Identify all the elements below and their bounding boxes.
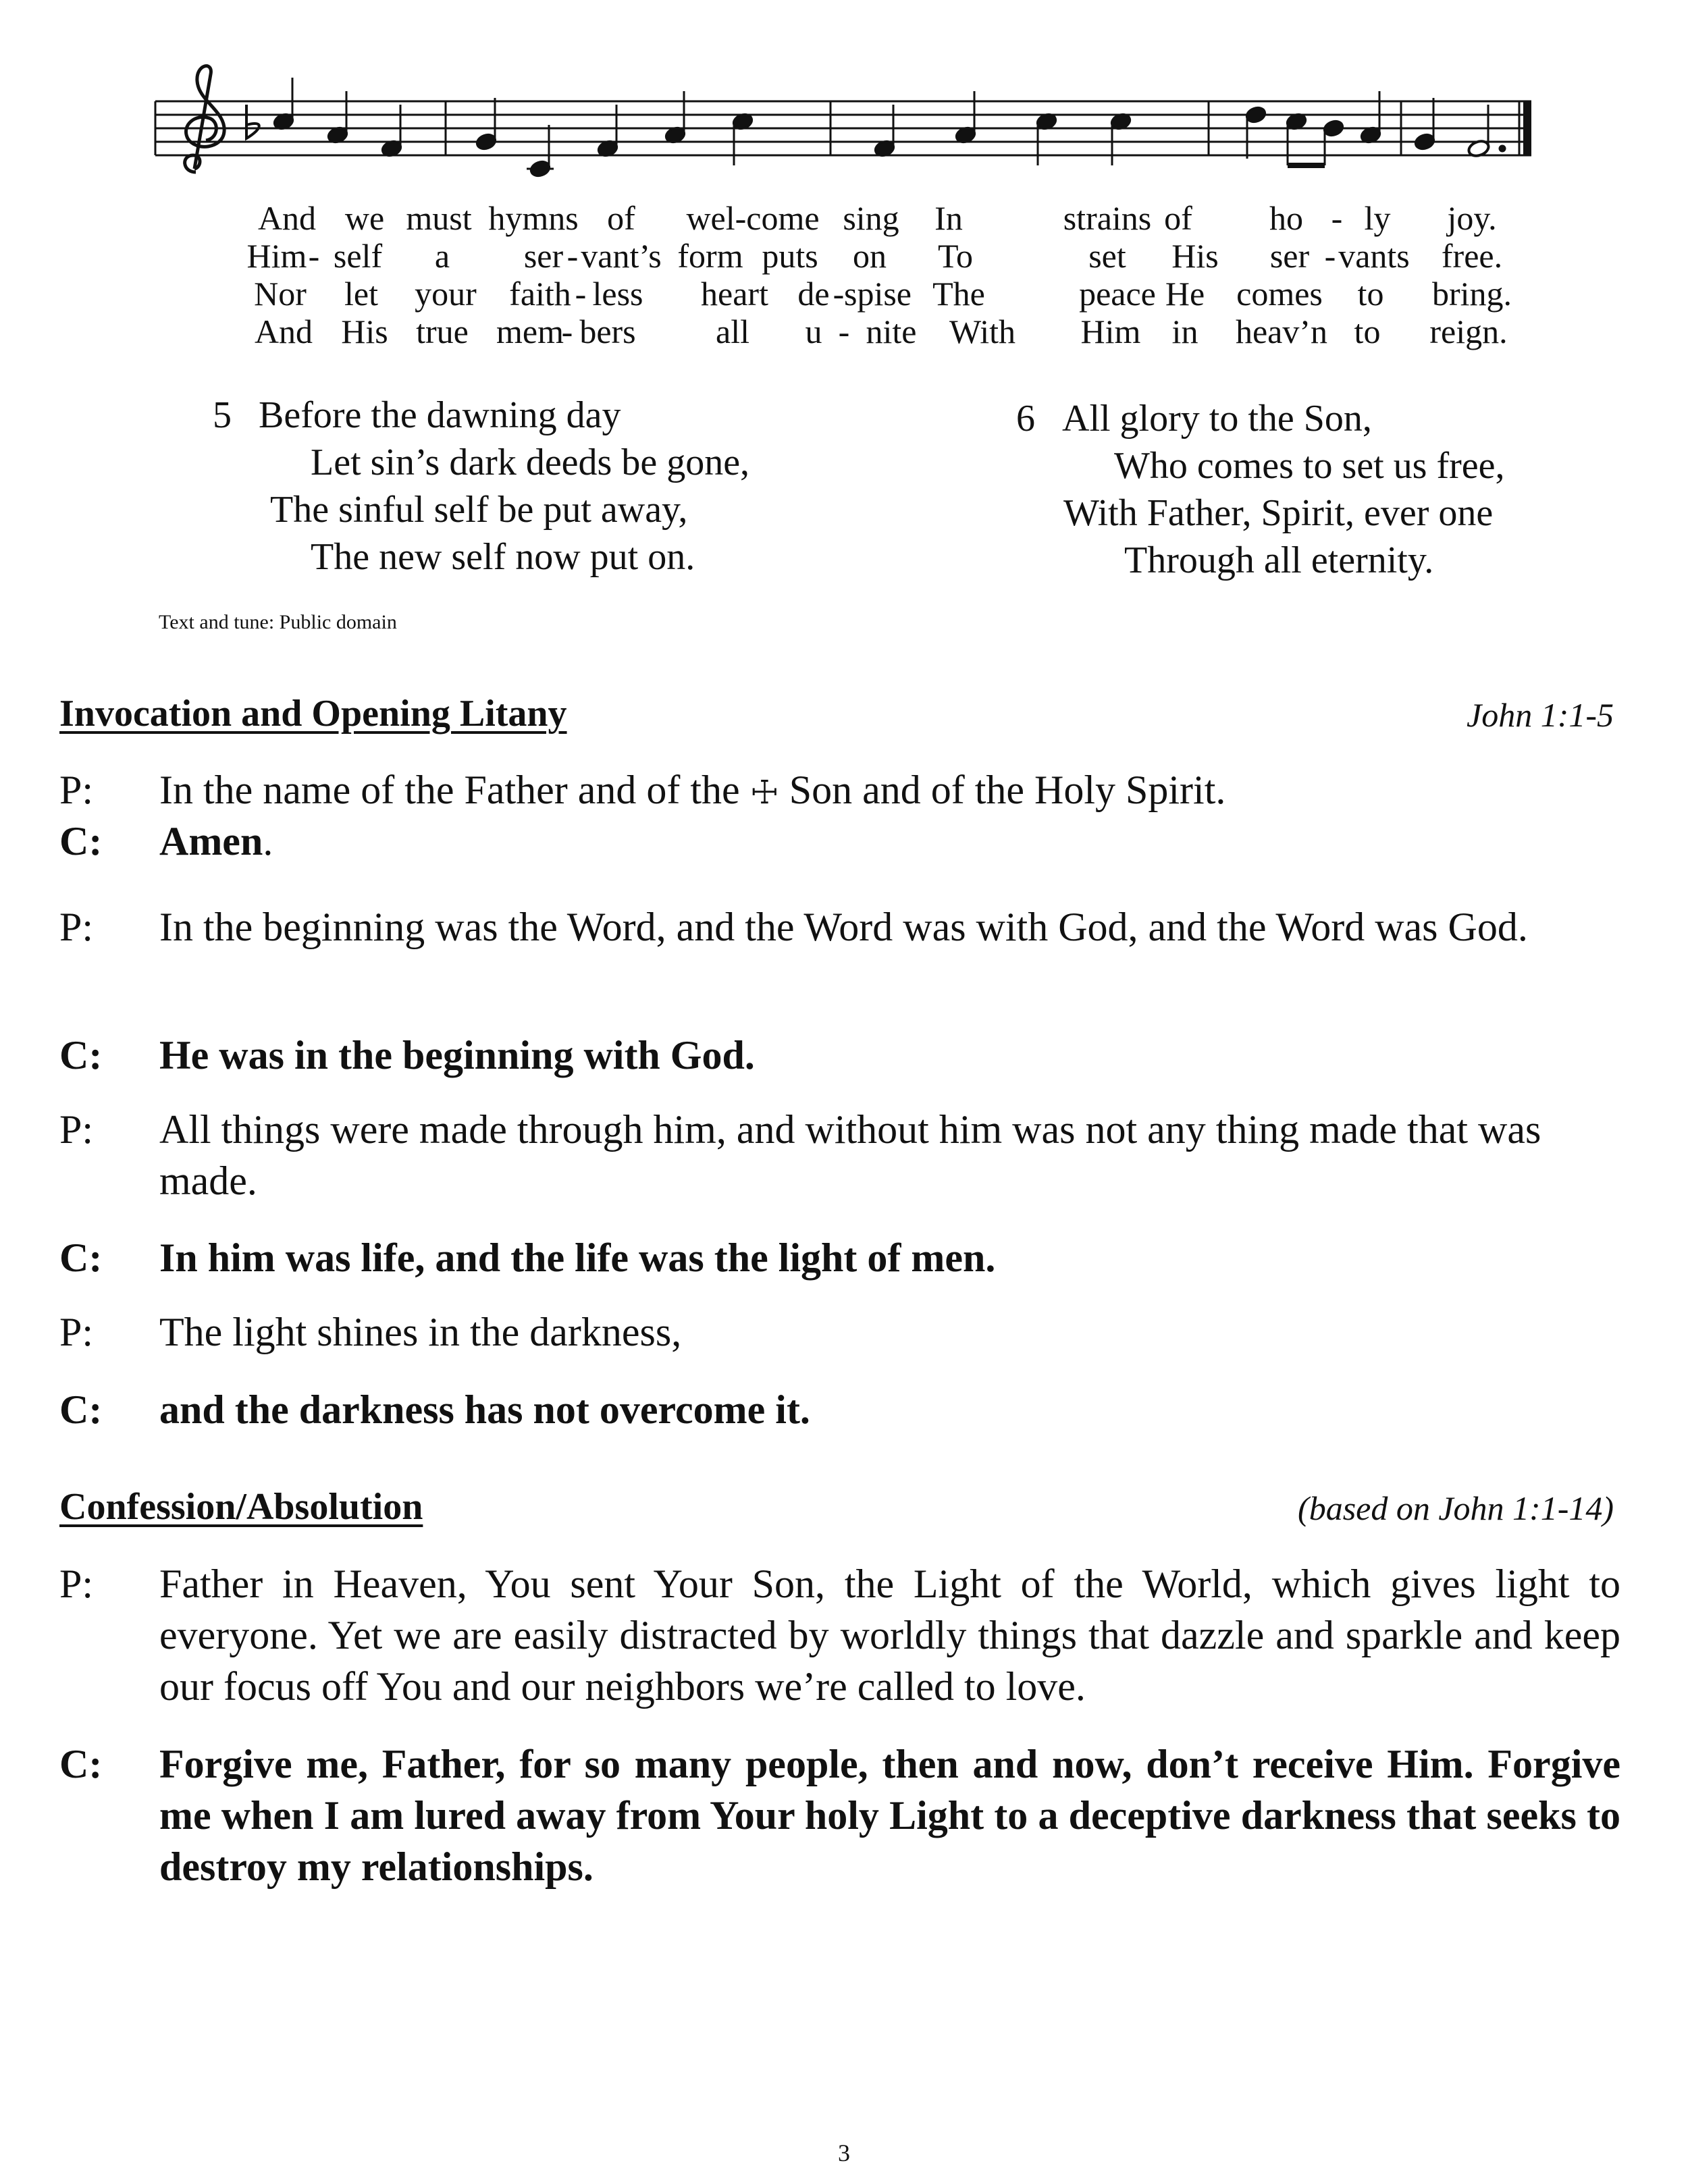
- speaker-label: C:: [59, 1235, 103, 1280]
- lyric-syllable: -: [308, 237, 320, 275]
- scripture-reference: John 1:1-5: [1467, 696, 1614, 734]
- speaker-label: P:: [59, 1107, 94, 1152]
- stanza-line: Let sin’s dark deeds be gone,: [311, 442, 750, 483]
- litany-line: [59, 764, 1620, 818]
- speaker-label: P:: [59, 905, 94, 949]
- stanza-line: 6 All glory to the Son,: [1016, 398, 1372, 440]
- lyric-syllable: In: [934, 199, 963, 237]
- lyric-syllable: on: [853, 237, 887, 275]
- litany-line: [59, 1306, 1620, 1358]
- stanza-5: [213, 392, 749, 581]
- lyric-syllable: hymns: [488, 199, 579, 237]
- litany-text: and the darkness has not overcome it.: [159, 1387, 810, 1432]
- stanza-number: 6: [1016, 398, 1035, 440]
- lyric-syllable: -: [561, 313, 573, 350]
- lyric-syllable: heav’n: [1235, 313, 1328, 350]
- lyric-syllable: ly: [1364, 199, 1391, 237]
- litany-line: [59, 1030, 1620, 1081]
- lyric-syllable: a: [434, 237, 450, 275]
- lyric-syllable: nite: [866, 313, 917, 350]
- lyric-syllable: free.: [1441, 237, 1503, 275]
- lyric-syllable: -: [566, 237, 579, 275]
- lyric-syllable: of: [607, 199, 635, 237]
- lyric-syllable: Nor: [254, 275, 307, 313]
- litany-text: In the beginning was the Word, and the Word was with God, and the Word was God.: [159, 905, 1528, 949]
- lyric-syllable: strains: [1063, 199, 1152, 237]
- litany-text: In the name of the Father and of the ☩ Son and of the Holy Spirit.: [159, 768, 1226, 812]
- lyric-syllable: set: [1088, 237, 1126, 275]
- speaker-label: P:: [59, 1310, 94, 1354]
- lyric-syllable: vants: [1338, 237, 1410, 275]
- lyric-syllable: in: [1171, 313, 1198, 350]
- speaker-label: P:: [59, 1562, 94, 1606]
- lyric-syllable: -: [838, 313, 850, 350]
- lyric-syllable: faith: [509, 275, 571, 313]
- litany-line: [59, 1232, 1620, 1283]
- scripture-reference: (based on John 1:1-14): [1298, 1489, 1614, 1527]
- litany-line: [59, 1104, 1620, 1206]
- stanza-6: [1016, 395, 1504, 584]
- lyric-syllable: ser: [523, 237, 564, 275]
- lyric-syllable: peace: [1079, 275, 1156, 313]
- litany-line: [59, 1384, 1620, 1435]
- lyric-syllable: all: [716, 313, 749, 350]
- stanza-line: The new self now put on.: [311, 536, 695, 578]
- lyric-syllable: He: [1165, 275, 1205, 313]
- lyric-syllable: mem: [496, 313, 564, 350]
- lyric-syllable: -: [1324, 237, 1336, 275]
- lyric-syllable: de: [797, 275, 830, 313]
- music-staff: [149, 54, 1539, 189]
- stanza-number: 5: [213, 394, 232, 436]
- lyric-syllable: -: [1331, 199, 1343, 237]
- hymn-lyrics: [246, 199, 1519, 350]
- lyric-syllable: ser: [1269, 237, 1310, 275]
- flat-sign-icon: [246, 105, 259, 138]
- lyric-syllable: Him: [246, 237, 307, 275]
- lyric-syllable: His: [341, 313, 388, 350]
- lyric-syllable: to: [1354, 313, 1381, 350]
- lyric-syllable: -: [575, 275, 587, 313]
- lyric-syllable: comes: [1236, 275, 1323, 313]
- lyric-syllable: spise: [844, 275, 912, 313]
- litany-text: In him was life, and the life was the light of men.: [159, 1235, 996, 1280]
- page-number: 3: [838, 2139, 850, 2166]
- lyric-syllable: true: [416, 313, 469, 350]
- litany-line: [59, 901, 1620, 953]
- lyric-line: [250, 275, 1519, 313]
- lyric-syllable: self: [333, 237, 383, 275]
- litany-text: The light shines in the darkness,: [159, 1310, 682, 1354]
- lyric-syllable: heart: [701, 275, 768, 313]
- speaker-label: P:: [59, 768, 94, 812]
- lyric-syllable: u: [805, 313, 822, 350]
- lyric-syllable: we: [344, 199, 385, 237]
- litany-line: [59, 1558, 1620, 1712]
- lyric-syllable: bers: [579, 313, 636, 350]
- litany-text: Forgive me, Father, for so many people, then and now, don’t receive Him. Forgive me when I am lured away from Your holy Light to a deceptive darkness that seeks to destroy my relationships.: [159, 1742, 1620, 1889]
- stanza-line: 5 Before the dawning day: [213, 394, 621, 436]
- lyric-syllable: -: [833, 275, 845, 313]
- lyric-syllable: vant’s: [581, 237, 662, 275]
- speaker-label: C:: [59, 1742, 103, 1786]
- litany-text: He was in the beginning with God.: [159, 1033, 755, 1077]
- lyric-syllable: sing: [843, 199, 899, 237]
- lyric-syllable: bring.: [1431, 275, 1512, 313]
- stanza-line: The sinful self be put away,: [270, 489, 688, 531]
- hymn-credit: Text and tune: Public domain: [159, 611, 397, 633]
- lyric-syllable: joy.: [1447, 199, 1497, 237]
- lyric-line: [246, 237, 1519, 275]
- section-heading-invocation: Invocation and Opening Litany: [59, 693, 567, 735]
- stanza-line: Who comes to set us free,: [1114, 445, 1505, 487]
- lyric-syllable: His: [1171, 237, 1219, 275]
- lyric-syllable: ho: [1269, 199, 1303, 237]
- lyric-syllable: your: [415, 275, 477, 313]
- lyric-syllable: The: [932, 275, 985, 313]
- litany-line: [59, 816, 1620, 867]
- lyric-syllable: With: [949, 313, 1016, 350]
- speaker-label: C:: [59, 819, 103, 863]
- lyric-syllable: let: [344, 275, 378, 313]
- lyric-syllable: To: [937, 237, 974, 275]
- stanza-line: With Father, Spirit, ever one: [1063, 492, 1494, 534]
- lyric-syllable: of: [1164, 199, 1192, 237]
- litany-text: Father in Heaven, You sent Your Son, the Light of the World, which gives light to everyone. Yet we are easily distracted by worldly things that dazzle and sparkle and keep our focus off You and our neighbors we’re called to love.: [159, 1562, 1620, 1709]
- lyric-syllable: And: [254, 313, 313, 350]
- lyric-syllable: reign.: [1429, 313, 1508, 350]
- lyric-syllable: puts: [762, 237, 818, 275]
- section-heading-confession: Confession/Absolution: [59, 1486, 423, 1528]
- cross-icon: ☩: [749, 774, 779, 811]
- stanza-line: Through all eternity.: [1124, 539, 1434, 581]
- lyric-syllable: Him: [1080, 313, 1141, 350]
- litany-text: All things were made through him, and without him was not any thing made that was made.: [159, 1107, 1541, 1203]
- lyric-line: [250, 313, 1519, 350]
- lyric-syllable: And: [257, 199, 317, 237]
- lyric-syllable: to: [1357, 275, 1384, 313]
- litany-text: Amen.: [159, 819, 273, 863]
- lyric-syllable: wel-come: [686, 199, 820, 237]
- lyric-syllable: must: [406, 199, 472, 237]
- lyric-syllable: less: [592, 275, 643, 313]
- litany-line: [59, 1738, 1620, 1892]
- speaker-label: C:: [59, 1033, 103, 1077]
- lyric-line: [250, 199, 1519, 237]
- speaker-label: C:: [59, 1387, 103, 1432]
- lyric-syllable: form: [677, 237, 743, 275]
